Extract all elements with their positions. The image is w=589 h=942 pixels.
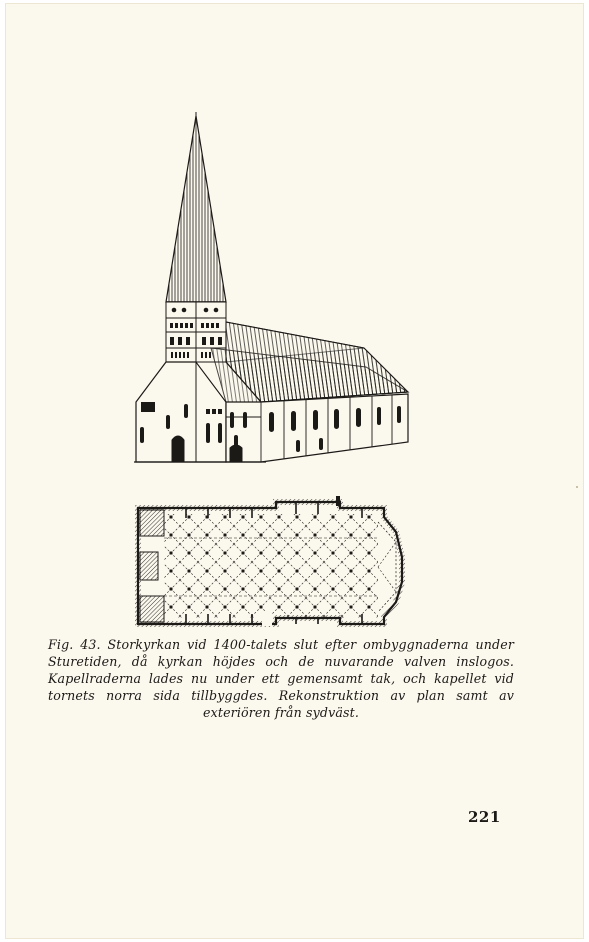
spire-drawing <box>166 116 226 302</box>
figure-43 <box>126 112 416 632</box>
church-floor-plan-illustration <box>138 496 402 626</box>
figure-caption: Fig. 43. Storkyrkan vid 1400-talets slut efter ombyggnaderna under Sturetiden, då kyrkan höjdes och de nuvarande valven inslogos. Kapellraderna lades nu under ett gemensamt tak, och kapellet vid tornets norra sida tillbyggdes. Rekonstruktion av plan samt av exteriören från sydväst. <box>48 637 514 720</box>
paper-speck <box>576 486 578 488</box>
book-page <box>6 4 583 938</box>
church-exterior-illustration <box>134 112 408 462</box>
page-number: 221 <box>468 808 501 826</box>
